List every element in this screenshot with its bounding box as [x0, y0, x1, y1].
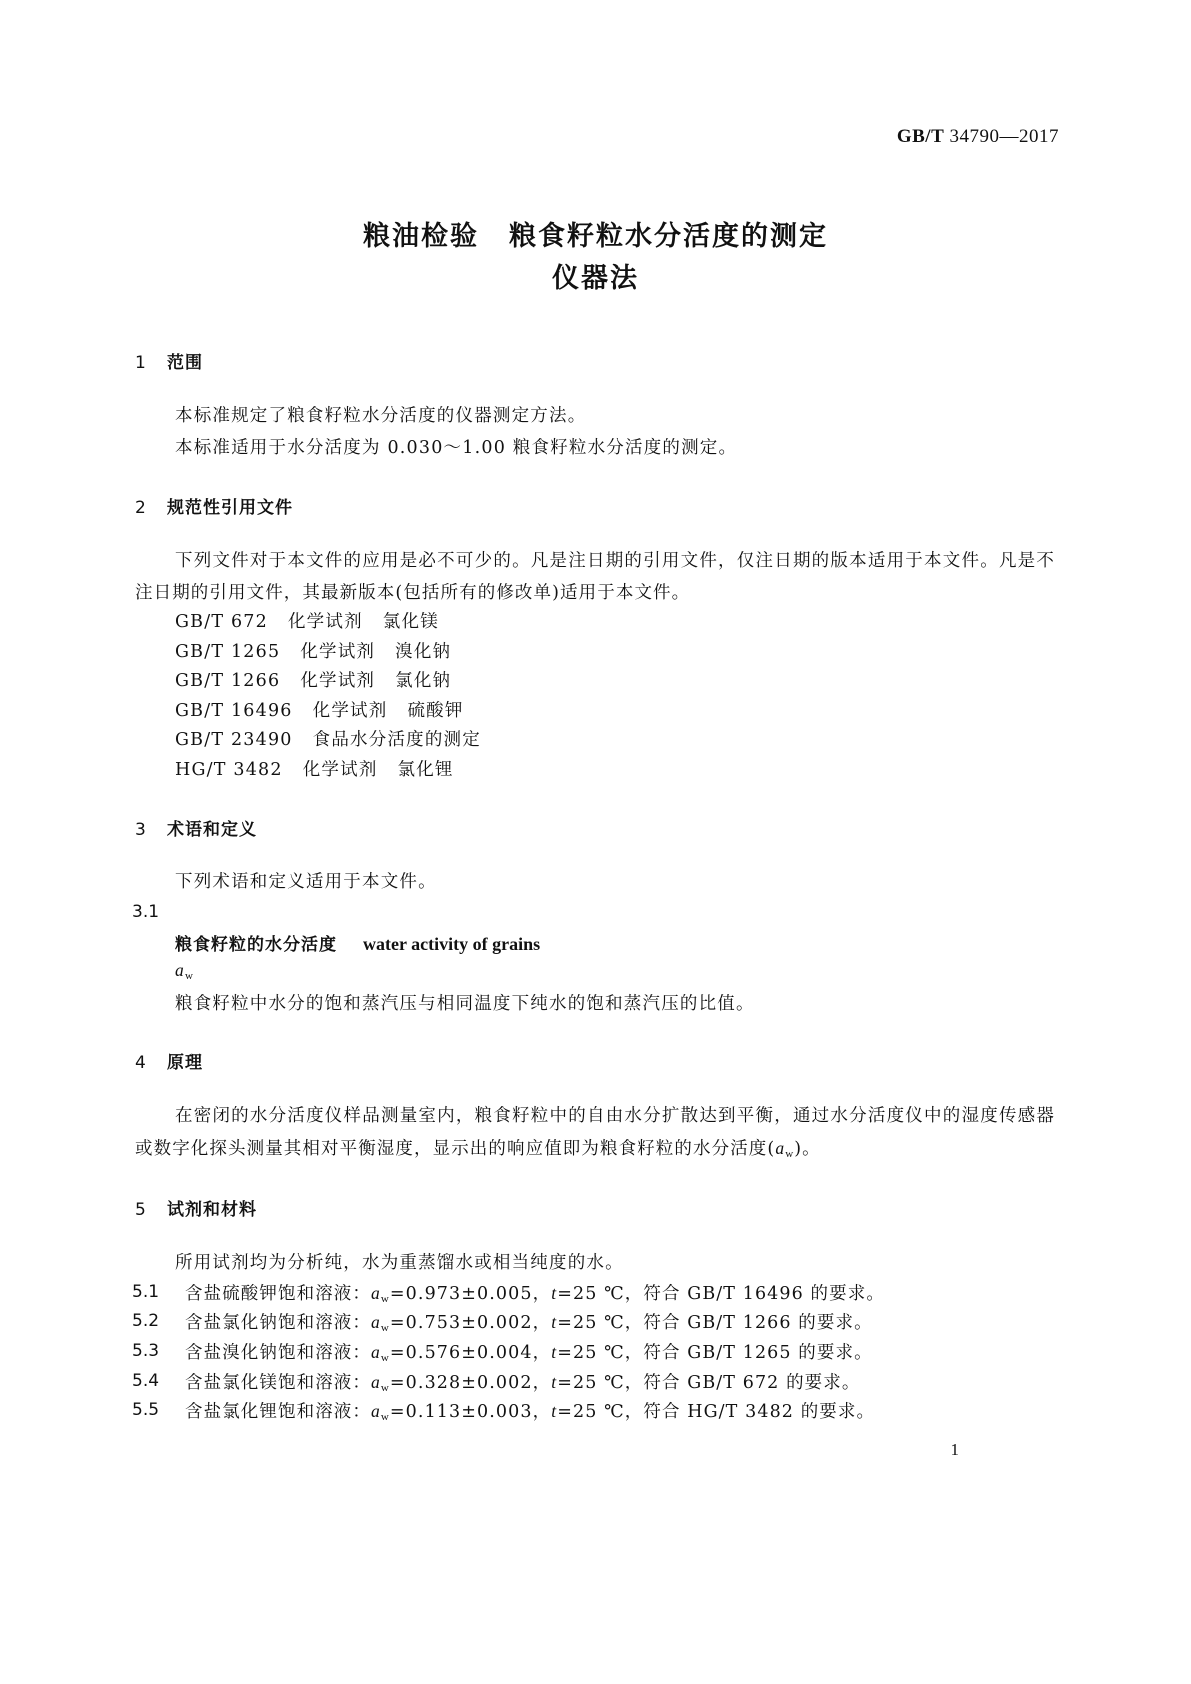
term-chinese: 粮食籽粒的水分活度	[175, 935, 337, 955]
title-part1: 粮油检验	[363, 221, 479, 252]
standard-number: 34790—2017	[949, 126, 1059, 147]
section-5-heading: 5 试剂和材料	[135, 1200, 257, 1220]
section-4-heading: 4 原理	[135, 1053, 203, 1073]
reference-item: GB/T 16496 化学试剂 硫酸钾	[175, 701, 464, 721]
term-heading	[175, 930, 540, 955]
reagent-item: 含盐溴化钠饱和溶液：$a_w=0.576\pm 0.004$，t=25 ℃，符合 GB/T 1265 的要求。	[185, 1342, 873, 1364]
document-title-line2: 仪器法	[552, 263, 639, 294]
term-symbol: $a_w$	[175, 960, 195, 982]
term-english: water activity of grains	[363, 934, 541, 954]
section-4-text: 在密闭的水分活度仪样品测量室内，粮食籽粒中的自由水分扩散达到平衡，通过水分活度仪中的湿度传感器或数字化探头测量其相对平衡湿度，显示出的响应值即为粮食籽粒的水分活度$(a_w)$。	[135, 1106, 1055, 1160]
reagent-number: 5.1	[132, 1282, 160, 1302]
standard-code	[897, 126, 1059, 148]
clause-3-1-number: 3.1	[132, 902, 160, 922]
reagent-item: 含盐氯化镁饱和溶液：$a_w=0.328\pm 0.002$，t=25 ℃，符合 GB/T 672 的要求。	[185, 1372, 861, 1394]
reagent-number: 5.4	[132, 1371, 160, 1391]
title-part2: 粮食籽粒水分活度的测定	[509, 221, 828, 252]
section-3-heading: 3 术语和定义	[135, 820, 257, 840]
reference-item: HG/T 3482 化学试剂 氯化锂	[175, 760, 454, 780]
reagent-item: 含盐硫酸钾饱和溶液：$a_w=0.973\pm 0.005$，t=25 ℃，符合 GB/T 16496 的要求。	[185, 1283, 885, 1305]
document-title-line1	[0, 214, 1191, 253]
reagent-number: 5.2	[132, 1311, 160, 1331]
section-1-para-1: 本标准规定了粮食籽粒水分活度的仪器测定方法。	[175, 406, 587, 426]
standard-prefix: GB/T	[896, 126, 945, 147]
reagent-item: 含盐氯化锂饱和溶液：$a_w=0.113\pm 0.003$，t=25 ℃，符合 HG/T 3482 的要求。	[185, 1401, 876, 1423]
page-number: 1	[950, 1440, 959, 1459]
reagent-item: 含盐氯化钠饱和溶液：$a_w=0.753\pm 0.002$，t=25 ℃，符合 GB/T 1266 的要求。	[185, 1312, 873, 1334]
term-definition: 粮食籽粒中水分的饱和蒸汽压与相同温度下纯水的饱和蒸汽压的比值。	[175, 994, 755, 1014]
reagent-number: 5.5	[132, 1400, 160, 1420]
section-1-para-2: 本标准适用于水分活度为 0.030～1.00 粮食籽粒水分活度的测定。	[175, 438, 738, 458]
reference-item: GB/T 672 化学试剂 氯化镁	[175, 612, 439, 632]
section-2-intro: 下列文件对于本文件的应用是必不可少的。凡是注日期的引用文件，仅注日期的版本适用于本文件。凡是不注日期的引用文件，其最新版本(包括所有的修改单)适用于本文件。	[135, 551, 1055, 603]
section-5-intro: 所用试剂均为分析纯，水为重蒸馏水或相当纯度的水。	[175, 1253, 624, 1273]
reference-item: GB/T 1266 化学试剂 氯化钠	[175, 671, 452, 691]
section-1-heading: 1 范围	[135, 353, 203, 373]
reference-item: GB/T 1265 化学试剂 溴化钠	[175, 642, 452, 662]
reference-item: GB/T 23490 食品水分活度的测定	[175, 730, 481, 750]
section-2-heading: 2 规范性引用文件	[135, 498, 293, 518]
reagent-number: 5.3	[132, 1341, 160, 1361]
section-3-intro: 下列术语和定义适用于本文件。	[175, 872, 437, 892]
